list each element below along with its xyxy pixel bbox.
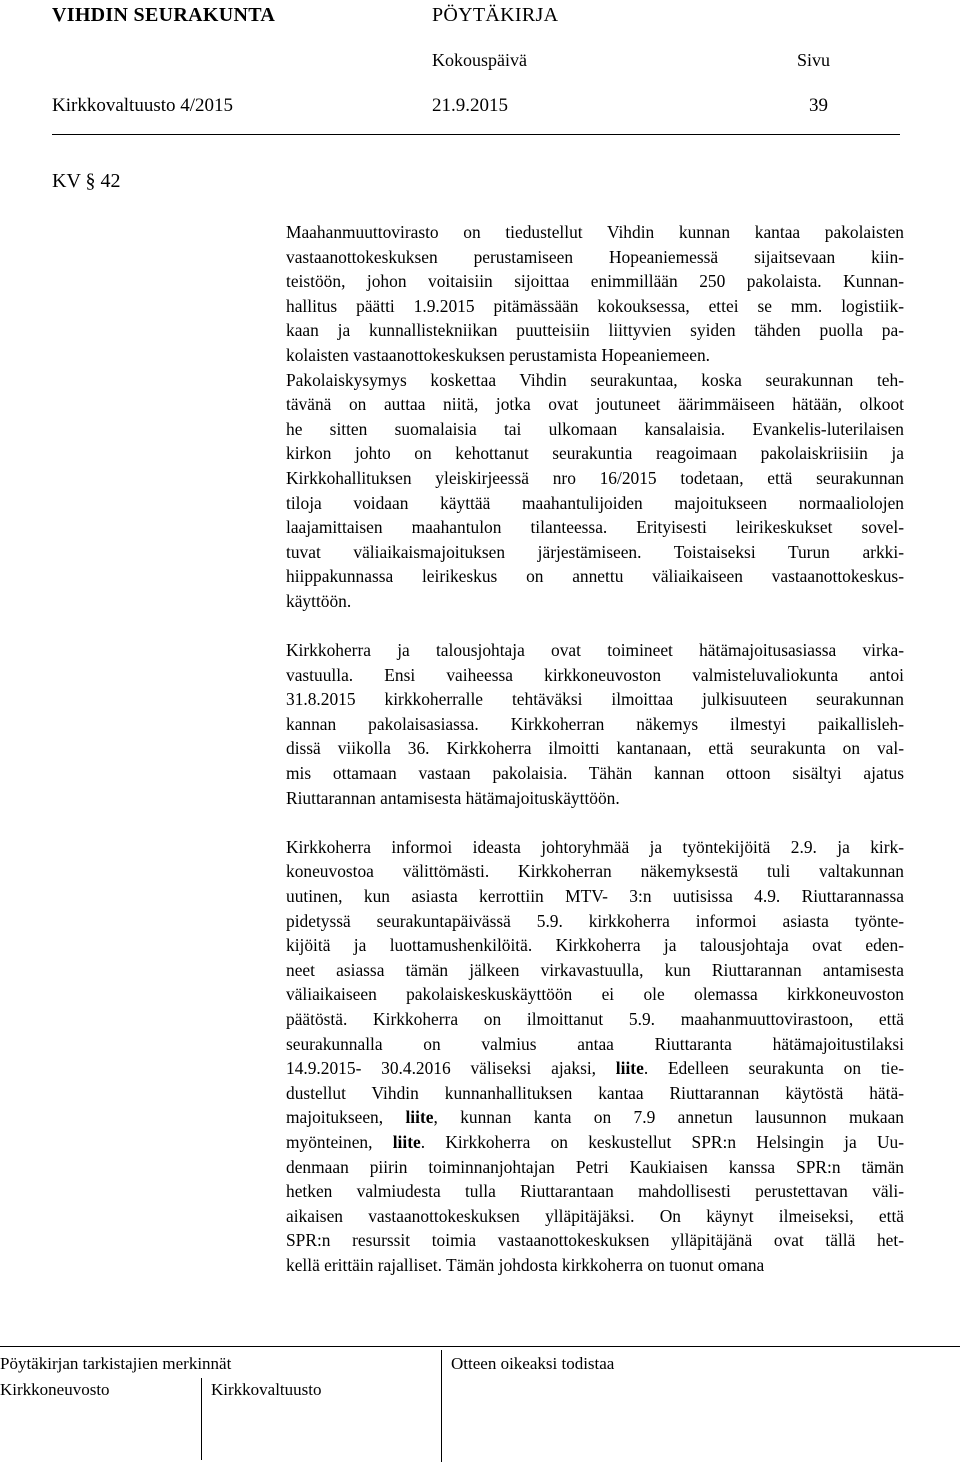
signature-column-kirkkovaltuusto: Kirkkovaltuusto: [211, 1380, 322, 1399]
text-line: aikaisen vastaanottokeskuksen ylläpitäjäksi. On käynyt ilmeiseksi, että: [286, 1205, 904, 1226]
paragraph-gap: [286, 614, 904, 639]
text-line: dustellut Vihdin kunnanhallituksen kantaa Riuttarannan käytöstä hätä-: [286, 1082, 904, 1103]
text-line: SPR:n resurssit toimia vastaanottokeskuksen ylläpitäjänä ovat tällä het-: [286, 1230, 904, 1251]
text-line: myönteinen, liite. Kirkkoherra on keskustellut SPR:n Helsingin ja Uu-: [286, 1131, 904, 1152]
text-line: päätöstä. Kirkkoherra on ilmoittanut 5.9. maahanmuuttovirastoon, että: [286, 1009, 904, 1029]
text-line: kijöitä ja luottamushenkilöitä. Kirkkoherra ja talousjohtaja ovat eden-: [286, 935, 904, 956]
meeting-date: 21.9.2015: [432, 95, 508, 116]
text-line: hetken valmiudesta tulla Riuttarantaan mahdollisesti perustettavan väli-: [286, 1181, 904, 1202]
text-line: Kirkkohallituksen yleiskirjeessä nro 16/2015 todetaan, että seurakunnan: [286, 467, 904, 488]
text-line: dissä viikolla 36. Kirkkoherra ilmoitti kantanaan, että seurakunta on val-: [286, 738, 904, 759]
text-line: kirkon johto on kehottanut seurakuntia reagoimaan pakolaiskriisiin ja: [286, 443, 904, 464]
text-line: 14.9.2015- 30.4.2016 väliseksi ajaksi, liite. Edelleen seurakunta on tie-: [286, 1058, 904, 1079]
text-line: neet asiassa tämän jälkeen virkavastuulla, kun Riuttarannan antamisesta: [286, 959, 904, 980]
paragraph-1: [286, 220, 904, 614]
signature-column-kirkkoneuvosto: Kirkkoneuvosto: [0, 1380, 110, 1399]
text-line: kannan pakolaisasiassa. Kirkkoherran näkemys ilmestyi paikallisleh-: [286, 713, 904, 734]
paragraph-2: [286, 638, 904, 810]
text-line: 31.8.2015 kirkkoherralle tehtäväksi ilmoittaa julkisuuteen seurakunnan: [286, 689, 904, 710]
text-line: kellä erittäin rajalliset. Tämän johdosta kirkkoherra on tuonut omana: [286, 1254, 765, 1275]
text-line: tävänä on auttaa niitä, jotka ovat joutuneet äärimmäiseen hätään, olkoot: [286, 394, 904, 415]
text-line: vastaanottokeskuksen perustamiseen Hopeaniemessä sijaitsevaan kiin-: [286, 246, 904, 267]
meeting-date-label: Kokouspäivä: [432, 50, 527, 70]
document-type: PÖYTÄKIRJA: [432, 4, 559, 26]
organization-name: VIHDIN SEURAKUNTA: [52, 4, 276, 26]
text-line: kaan ja kunnallistekniikan puutteisiin liittyvien syiden tähden puolla pa-: [286, 320, 904, 341]
attachment-reference: liite: [405, 1107, 434, 1128]
text-line: Kirkkoherra informoi ideasta johtoryhmää ja työntekijöitä 2.9. ja kirk-: [286, 836, 904, 857]
attachment-reference: liite: [392, 1131, 421, 1152]
paragraph-gap: [286, 810, 904, 835]
text-line: vastuulla. Ensi vaiheessa kirkkoneuvoston valmisteluvaliokunta antoi: [286, 664, 904, 685]
page-number: 39: [809, 95, 828, 116]
header-divider: [52, 134, 900, 135]
text-line: Maahanmuuttovirasto on tiedustellut Vihdin kunnan kantaa pakolaisten: [286, 222, 904, 242]
text-line: Kirkkoherra ja talousjohtaja ovat toimineet hätämajoitusasiassa virka-: [286, 640, 904, 661]
page-label: Sivu: [797, 50, 831, 70]
text-line: teistöön, johon voitaisiin sijoittaa enimmillään 250 pakolaista. Kunnan-: [286, 271, 904, 292]
text-line: he sitten suomalaisia tai ulkomaan kansalaisia. Evankelis-luterilaisen: [286, 418, 904, 439]
reviewers-label: Pöytäkirjan tarkistajien merkinnät: [0, 1354, 232, 1373]
text-line: mis ottamaan vastaan pakolaisia. Tähän kannan ottoon sisältyi ajatus: [286, 763, 904, 784]
signature-column-divider: [201, 1378, 202, 1460]
text-line: seurakunnalla on valmius antaa Riuttaranta hätämajoitustilaksi: [286, 1033, 904, 1054]
text-line: uutinen, kun asiasta kerrottiin MTV- 3:n uutisissa 4.9. Riuttarannassa: [286, 886, 904, 907]
text-line: kolaisten vastaanottokeskuksen perustamista Hopeaniemeen.: [286, 344, 711, 365]
attachment-reference: liite: [615, 1058, 644, 1079]
footer-column-divider: [441, 1350, 442, 1462]
text-line: Riuttarannan antamisesta hätämajoituskäyttöön.: [286, 787, 620, 808]
footer-divider: [0, 1346, 960, 1347]
text-line: Pakolaiskysymys koskettaa Vihdin seurakuntaa, koska seurakunnan teh-: [286, 369, 904, 390]
text-line: käyttöön.: [286, 590, 352, 611]
text-line: pidetyssä seurakuntapäivässä 5.9. kirkkoherra informoi asiasta työnte-: [286, 910, 904, 931]
text-line: majoitukseen, liite, kunnan kanta on 7.9 annetun lausunnon mukaan: [286, 1107, 904, 1128]
text-line: hallitus päätti 1.9.2015 pitämässään kokouksessa, ettei se mm. logistiik-: [286, 295, 904, 316]
text-line: väliaikaiseen pakolaiskeskuskäyttöön ei ole olemassa kirkkoneuvoston: [286, 984, 904, 1005]
section-id: KV § 42: [52, 170, 121, 192]
text-line: tiloja voidaan käyttää maahantulijoiden majoitukseen normaaliolojen: [286, 492, 904, 513]
text-line: laajamittaisen maahantulon tilanteessa. Erityisesti leirikeskukset sovel-: [286, 517, 904, 538]
text-line: hiippakunnassa leirikeskus on annettu väliaikaiseen vastaanottokeskus-: [286, 566, 904, 587]
body-name: Kirkkovaltuusto 4/2015: [52, 95, 234, 116]
document-body: [286, 220, 904, 1278]
certified-label: Otteen oikeaksi todistaa: [451, 1354, 615, 1373]
text-line: denmaan piirin toiminnanjohtajan Petri Kaukiaisen kanssa SPR:n tämän: [286, 1156, 904, 1177]
paragraph-3: [286, 835, 904, 1278]
text-line: koneuvostoa välittömästi. Kirkkoherran näkemyksestä tuli valtakunnan: [286, 861, 904, 882]
text-line: tuvat väliaikaismajoituksen järjestämiseen. Toistaiseksi Turun arkki-: [286, 541, 904, 562]
